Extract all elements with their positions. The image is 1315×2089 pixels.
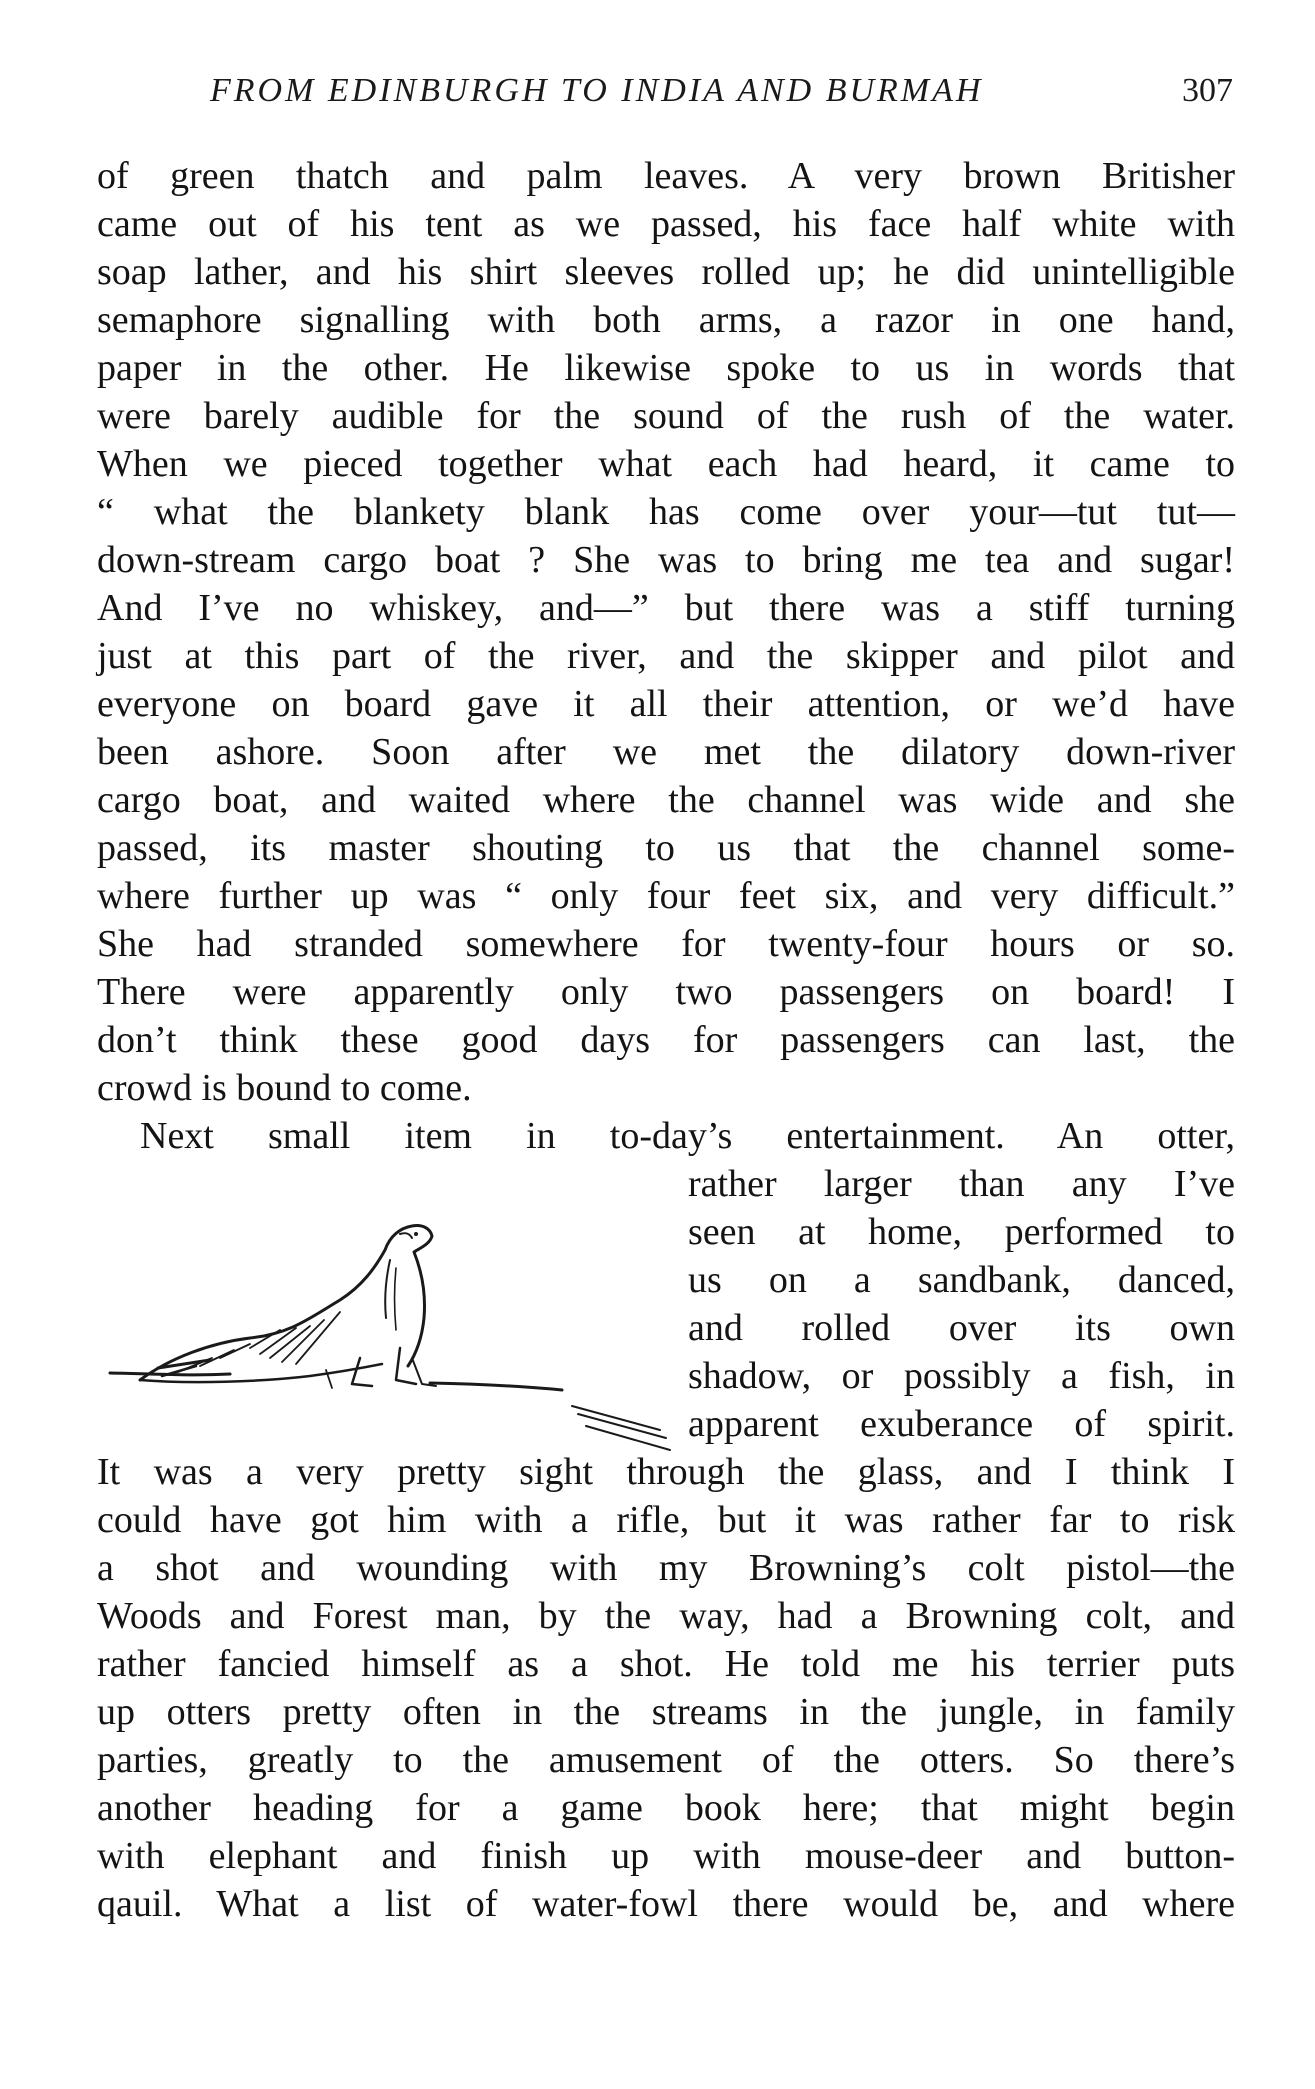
- text-line: “ what the blankety blank has come over your—tut tut—: [97, 491, 1235, 533]
- text-line: another heading for a game book here; that might begin: [97, 1787, 1235, 1829]
- text-line: up otters pretty often in the streams in the jungle, in family: [97, 1691, 1235, 1733]
- text-line: just at this part of the river, and the skipper and pilot and: [97, 635, 1235, 677]
- text-line: apparent exuberance of spirit.: [688, 1403, 1235, 1445]
- text-line: Next small item in to-day’s entertainment. An otter,: [140, 1115, 1235, 1157]
- text-line: When we pieced together what each had heard, it came to: [97, 443, 1235, 485]
- text-line: semaphore signalling with both arms, a razor in one hand,: [97, 299, 1235, 341]
- text-line: were barely audible for the sound of the rush of the water.: [97, 395, 1235, 437]
- text-line: rather larger than any I’ve: [688, 1163, 1235, 1205]
- text-line: everyone on board gave it all their attention, or we’d have: [97, 683, 1235, 725]
- text-line: of green thatch and palm leaves. A very brown Britisher: [97, 155, 1235, 197]
- text-line: down-stream cargo boat ? She was to bring me tea and sugar!: [97, 539, 1235, 581]
- text-line: passed, its master shouting to us that the channel some-: [97, 827, 1235, 869]
- text-line: been ashore. Soon after we met the dilatory down-river: [97, 731, 1235, 773]
- running-header: FROM EDINBURGH TO INDIA AND BURMAH: [210, 72, 984, 109]
- text-line: rather fancied himself as a shot. He told me his terrier puts: [97, 1643, 1235, 1685]
- text-line: don’t think these good days for passengers can last, the: [97, 1019, 1235, 1061]
- otter-illustration: [100, 1208, 680, 1468]
- text-line: She had stranded somewhere for twenty-four hours or so.: [97, 923, 1235, 965]
- text-line: shadow, or possibly a fish, in: [688, 1355, 1235, 1397]
- text-line: And I’ve no whiskey, and—” but there was a stiff turning: [97, 587, 1235, 629]
- text-line: seen at home, performed to: [688, 1211, 1235, 1253]
- text-line: paper in the other. He likewise spoke to us in words that: [97, 347, 1235, 389]
- text-line: It was a very pretty sight through the glass, and I think I: [97, 1451, 1235, 1493]
- text-line: soap lather, and his shirt sleeves rolled up; he did unintelligible: [97, 251, 1235, 293]
- text-line: could have got him with a rifle, but it was rather far to risk: [97, 1499, 1235, 1541]
- text-line: where further up was “ only four feet six, and very difficult.”: [97, 875, 1235, 917]
- text-line: and rolled over its own: [688, 1307, 1235, 1349]
- text-line: came out of his tent as we passed, his face half white with: [97, 203, 1235, 245]
- text-line: qauil. What a list of water-fowl there would be, and where: [97, 1883, 1235, 1925]
- text-line: a shot and wounding with my Browning’s colt pistol—the: [97, 1547, 1235, 1589]
- text-line: There were apparently only two passengers on board! I: [97, 971, 1235, 1013]
- text-line: cargo boat, and waited where the channel was wide and she: [97, 779, 1235, 821]
- page-number: 307: [1182, 72, 1233, 109]
- text-line: with elephant and finish up with mouse-deer and button-: [97, 1835, 1235, 1877]
- text-line: us on a sandbank, danced,: [688, 1259, 1235, 1301]
- text-line: crowd is bound to come.: [97, 1067, 472, 1109]
- text-line: parties, greatly to the amusement of the otters. So there’s: [97, 1739, 1235, 1781]
- text-line: Woods and Forest man, by the way, had a Browning colt, and: [97, 1595, 1235, 1637]
